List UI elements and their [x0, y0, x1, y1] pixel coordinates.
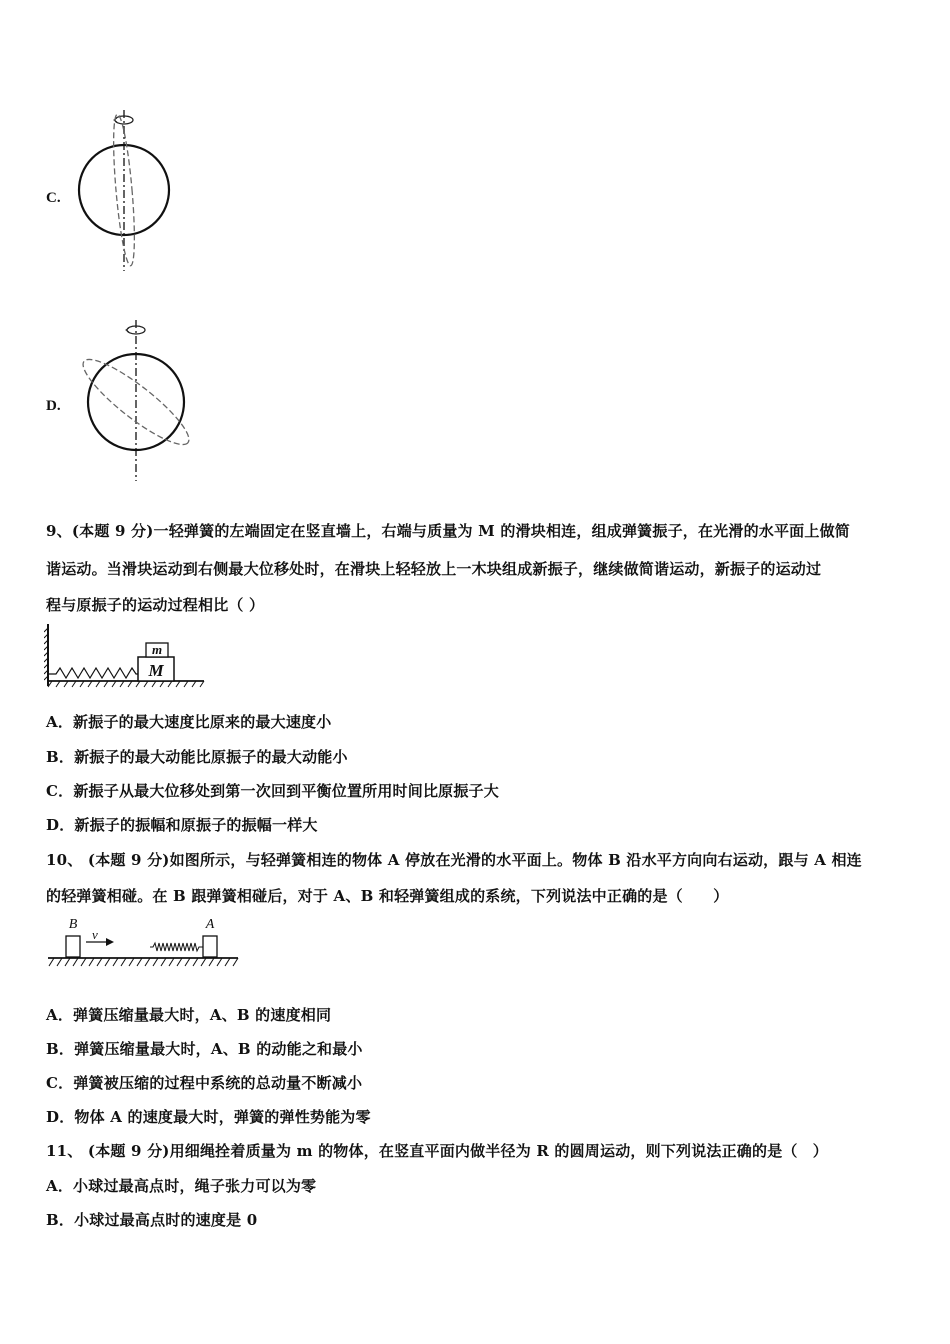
body-a-label: A: [205, 917, 215, 932]
q10-option-a: A．弹簧压缩量最大时，A、B 的速度相同: [46, 1006, 332, 1024]
q9-stem-line-2: 谐运动。当滑块运动到右侧最大位移处时，在滑块上轻轻放上一木块组成新振子，继续做简谐运动，新振子的运动过: [46, 560, 822, 578]
q10-stem-line-1: 10、 (本题 9 分)如图所示，与轻弹簧相连的物体 A 停放在光滑的水平面上。物体 B 沿水平方向向右运动，跟与 A 相连: [46, 851, 862, 869]
figure-q10-collision: [46, 914, 241, 976]
block-small-label: m: [151, 642, 163, 657]
option-c-label: C.: [46, 190, 61, 206]
body-b-label: B: [68, 917, 78, 932]
q10-option-d: D．物体 A 的速度最大时，弹簧的弹性势能为零: [46, 1108, 371, 1126]
q11-stem-line-1: 11、 (本题 9 分)用细绳拴着质量为 m 的物体，在竖直平面内做半径为 R 的圆周运动，则下列说法正确的是（ ）: [46, 1142, 829, 1160]
q10-option-b: B．弹簧压缩量最大时，A、B 的动能之和最小: [46, 1040, 363, 1058]
q10-option-c: C．弹簧被压缩的过程中系统的总动量不断减小: [46, 1074, 363, 1092]
q9-option-c: C．新振子从最大位移处到第一次回到平衡位置所用时间比原振子大: [46, 782, 499, 800]
velocity-label: v: [92, 927, 98, 942]
figure-q9-spring-oscillator: [44, 622, 209, 692]
block-big-label: M: [148, 661, 164, 680]
q9-stem-line-1: 9、(本题 9 分)一轻弹簧的左端固定在竖直墙上，右端与质量为 M 的滑块相连，组成弹簧振子，在光滑的水平面上做简: [46, 522, 850, 540]
q9-option-b: B．新振子的最大动能比原振子的最大动能小: [46, 748, 348, 766]
q9-option-d: D．新振子的振幅和原振子的振幅一样大: [46, 816, 318, 834]
q10-stem-line-2: 的轻弹簧相碰。在 B 跟弹簧相碰后，对于 A、B 和轻弹簧组成的系统，下列说法中正确的是（ ）: [46, 887, 729, 905]
q9-stem-line-3: 程与原振子的运动过程相比（ ）: [46, 596, 265, 614]
option-d-label: D.: [46, 398, 61, 414]
figure-d-sphere-ring: [70, 318, 200, 483]
q11-option-a: A．小球过最高点时，绳子张力可以为零: [46, 1177, 317, 1195]
q11-option-b: B．小球过最高点时的速度是 0: [46, 1211, 258, 1229]
figure-c-sphere-ring: [70, 108, 180, 273]
q9-option-a: A．新振子的最大速度比原来的最大速度小: [46, 713, 332, 731]
